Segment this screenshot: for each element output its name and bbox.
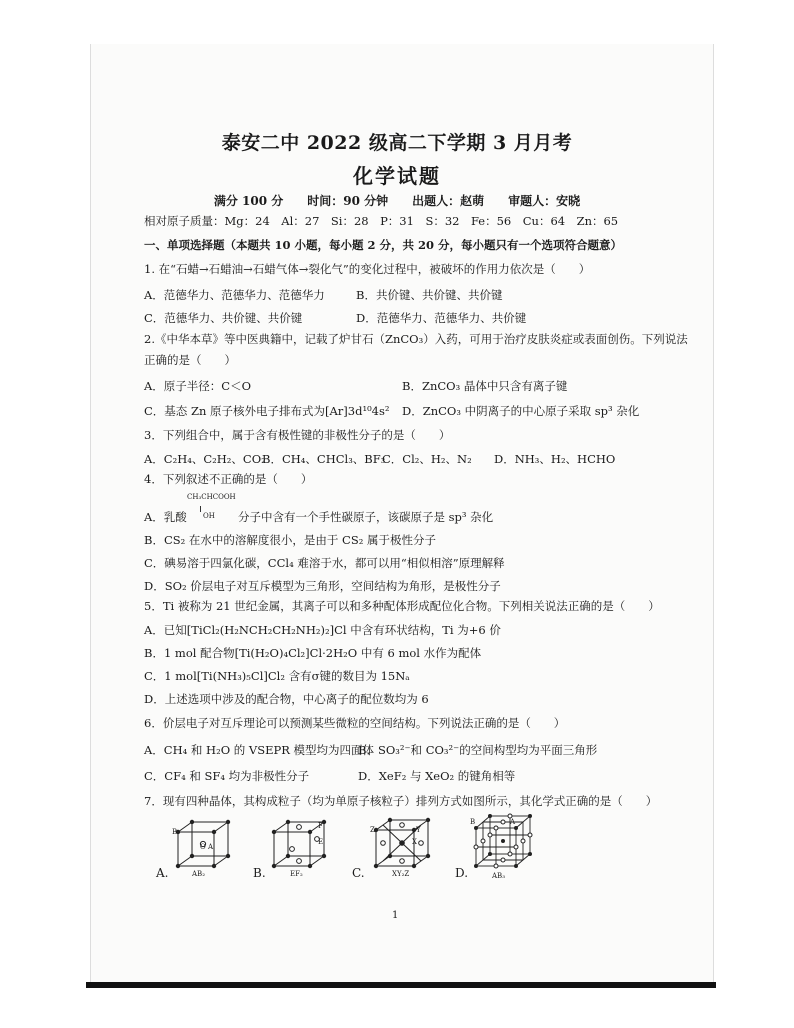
q5-option-a: A．已知[TiCl₂(H₂NCH₂CH₂NH₂)₂]Cl 中含有环状结构，Ti 为+6 价 [144, 623, 501, 637]
q2-option-b: B．ZnCO₃ 晶体中只含有离子键 [402, 379, 568, 393]
crystal-c-diagram [368, 816, 438, 870]
lactic-acid-formula-bottom: OH [203, 512, 215, 520]
q6-stem: 6．价层电子对互斥理论可以预测某些微粒的空间结构。下列说法正确的是（ ） [144, 716, 566, 730]
q6-option-d: D．XeF₂ 与 XeO₂ 的键角相等 [358, 769, 516, 783]
exam-meta: 满分 100 分 时间：90 分钟 出题人：赵萌 审题人：安晓 [213, 194, 581, 208]
scan-border [86, 982, 716, 988]
crystal-a-caption: AB₂ [192, 870, 206, 878]
q4-option-c: C．碘易溶于四氯化碳，CCl₄ 难溶于水，都可以用“相似相溶”原理解释 [144, 556, 505, 570]
q4-stem: 4．下列叙述不正确的是（ ） [144, 472, 313, 486]
q2-option-a: A．原子半径：C＜O [144, 379, 252, 393]
crystal-d-diagram [468, 812, 540, 870]
q2-option-c: C．基态 Zn 原子核外电子排布式为[Ar]3d¹⁰4s² [144, 404, 390, 418]
q1-stem: 1. 在“石蜡→石蜡油→石蜡气体→裂化气”的变化过程中，被破坏的作用力依次是（ ） [144, 262, 591, 276]
crystal-d-label-a: A [510, 818, 516, 826]
q4-option-d: D．SO₂ 价层电子对互斥模型为三角形，空间结构为角形，是极性分子 [144, 579, 501, 593]
q4-option-a: 分子中含有一个手性碳原子，该碳原子是 sp³ 杂化 [238, 510, 494, 524]
exam-title: 泰安二中 2022 级高二下学期 3 月月考 [221, 132, 573, 154]
q3-option-a: A．C₂H₄、C₂H₂、CO₂ [144, 452, 266, 466]
q1-option-d: D．范德华力、范德华力、共价键 [356, 311, 527, 325]
q7-option-c-letter: C. [352, 866, 365, 880]
crystal-d-label-b: B [470, 818, 476, 826]
crystal-b-diagram [266, 818, 334, 870]
crystal-b-caption: EF₂ [290, 870, 303, 878]
q7-option-a-letter: A. [156, 866, 169, 880]
crystal-b-label-e: E [318, 838, 324, 846]
q3-option-c: C．Cl₂、H₂、N₂ [382, 452, 472, 466]
crystal-c-label-y: Y [416, 826, 421, 834]
crystal-d-caption: AB₃ [492, 872, 506, 880]
lactic-acid-bond [200, 506, 201, 512]
q3-stem: 3．下列组合中，属于含有极性键的非极性分子的是（ ） [144, 428, 451, 442]
section-heading: 一、单项选择题（本题共 10 小题，每小题 2 分，共 20 分，每小题只有一个选项符合题意） [144, 238, 623, 252]
q5-stem: 5．Ti 被称为 21 世纪金属，其离子可以和多种配体形成配位化合物。下列相关说法正确的是（ ） [144, 599, 660, 613]
q2-stem-1: 2.《中华本草》等中医典籍中，记载了炉甘石（ZnCO₃）入药，可用于治疗皮肤炎症或表面创伤。下列说法 [144, 332, 688, 346]
q1-option-a: A．范德华力、范德华力、范德华力 [144, 288, 325, 302]
q4-option-a-prefix: A．乳酸 [144, 510, 187, 524]
lactic-acid-formula-top: CH₃CHCOOH [187, 493, 236, 501]
q1-option-c: C．范德华力、共价键、共价键 [144, 311, 303, 325]
q1-option-b: B．共价键、共价键、共价键 [356, 288, 503, 302]
q7-stem: 7．现有四种晶体，其构成粒子（均为单原子核粒子）排列方式如图所示，其化学式正确的是（ ） [144, 794, 658, 808]
q2-stem-2: 正确的是（ ） [144, 353, 236, 367]
q2-option-d: D．ZnCO₃ 中阴离子的中心原子采取 sp³ 杂化 [402, 404, 640, 418]
crystal-c-caption: XY₂Z [392, 870, 410, 878]
q7-option-b-letter: B. [253, 866, 266, 880]
q6-option-a: A．CH₄ 和 H₂O 的 VSEPR 模型均为四面体 [144, 743, 375, 757]
q5-option-c: C．1 mol[Ti(NH₃)₅Cl]Cl₂ 含有σ键的数目为 15Nₐ [144, 669, 410, 683]
q5-option-d: D．上述选项中涉及的配合物，中心离子的配位数均为 6 [144, 692, 429, 706]
crystal-c-label-z: Z [370, 826, 375, 834]
crystal-b-label-f: F [318, 822, 323, 830]
crystal-a-label-b: B [172, 828, 178, 836]
q5-option-b: B．1 mol 配合物[Ti(H₂O)₄Cl₂]Cl·2H₂O 中有 6 mol 水作为配体 [144, 646, 482, 660]
q7-option-d-letter: D. [455, 866, 469, 880]
page-number: 1 [392, 910, 399, 921]
q4-option-b: B．CS₂ 在水中的溶解度很小，是由于 CS₂ 属于极性分子 [144, 533, 436, 547]
atomic-mass-line: 相对原子质量：Mg：24 Al：27 Si：28 P：31 S：32 Fe：56 Cu：64 Zn：65 [144, 214, 619, 228]
q6-option-c: C．CF₄ 和 SF₄ 均为非极性分子 [144, 769, 310, 783]
crystal-c-label-x: X [412, 838, 417, 846]
exam-subtitle: 化学试题 [353, 164, 441, 188]
q6-option-b: B．SO₃²⁻和 CO₃²⁻的空间构型均为平面三角形 [358, 743, 598, 757]
q3-option-b: B．CH₄、CHCl₃、BF₃ [262, 452, 386, 466]
q3-option-d: D．NH₃、H₂、HCHO [494, 452, 616, 466]
crystal-a-label-a: O A [200, 843, 214, 851]
